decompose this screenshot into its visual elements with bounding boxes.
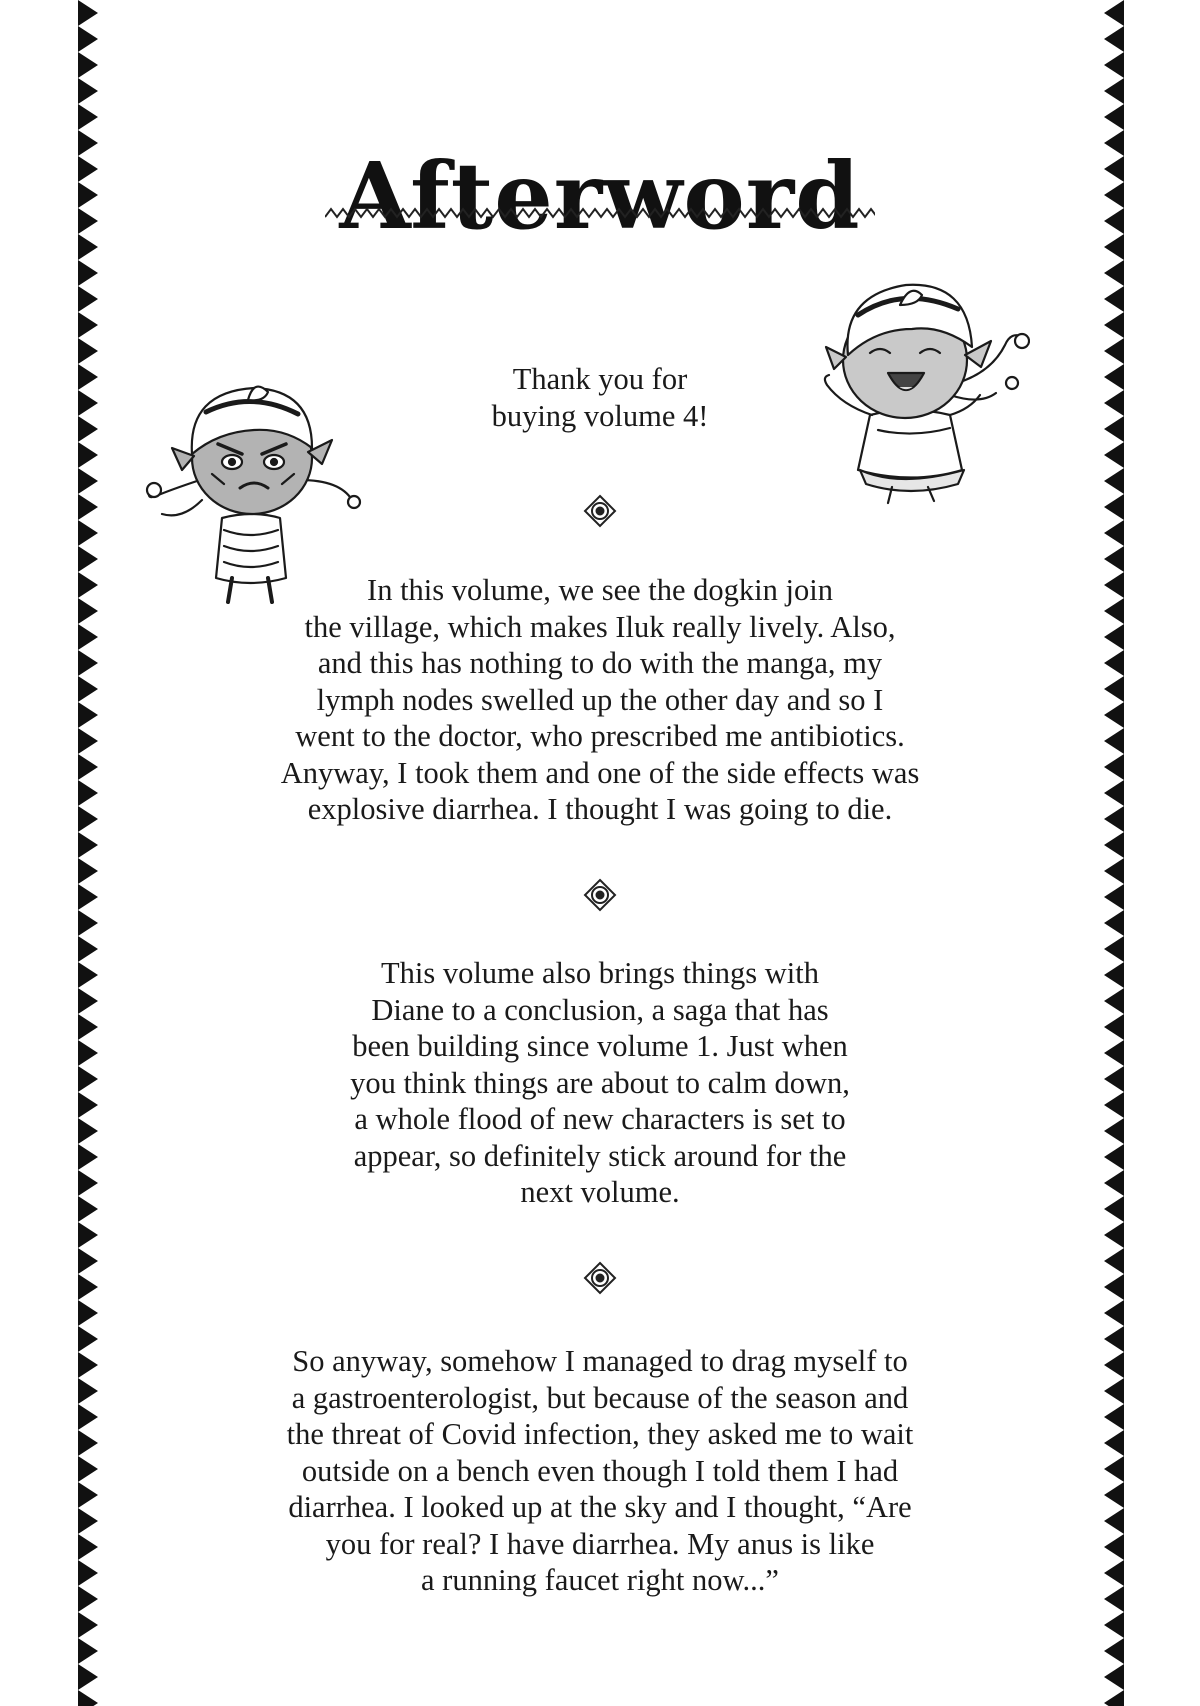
text-line: the threat of Covid infection, they asked me to wait	[286, 1417, 914, 1451]
paragraph-thanks	[200, 361, 1000, 434]
text-line: buying volume 4!	[491, 398, 709, 433]
paragraph-dogkin	[200, 572, 1000, 828]
text-line: the village, which makes Iluk really lively. Also,	[304, 609, 896, 644]
flower-ornament-icon	[583, 1261, 617, 1295]
text-line: explosive diarrhea. I thought I was going to die.	[307, 792, 893, 826]
wavy-divider	[325, 205, 875, 223]
text-line: you for real? I have diarrhea. My anus is like	[325, 1526, 875, 1561]
text-line: a gastroenterologist, but because of the season and	[291, 1380, 909, 1415]
right-zigzag-border	[1100, 0, 1124, 1706]
text-line: diarrhea. I looked up at the sky and I thought, “Are	[288, 1490, 912, 1524]
text-line: went to the doctor, who prescribed me antibiotics.	[295, 719, 905, 753]
text-line: been building since volume 1. Just when	[352, 1029, 848, 1063]
text-line: This volume also brings things with	[380, 956, 819, 990]
paragraph-gastroenterologist	[200, 1343, 1000, 1599]
text-line: appear, so definitely stick around for the	[353, 1138, 847, 1173]
page-title: Afterword	[339, 141, 861, 250]
text-line: Thank you for	[512, 362, 688, 396]
text-line: lymph nodes swelled up the other day and so I	[316, 682, 884, 717]
text-line: and this has nothing to do with the manga, my	[317, 646, 883, 680]
paragraph-diane	[200, 955, 1000, 1211]
text-line: you think things are about to calm down,	[350, 1065, 850, 1100]
text-line: Diane to a conclusion, a saga that has	[371, 992, 829, 1027]
text-line: Anyway, I took them and one of the side effects was	[280, 755, 920, 790]
left-zigzag-border	[78, 0, 102, 1706]
text-line: outside on a bench even though I told them I had	[301, 1453, 899, 1488]
text-line: a whole flood of new characters is set to	[354, 1102, 846, 1136]
text-line: next volume.	[520, 1175, 680, 1209]
text-line: In this volume, we see the dogkin join	[367, 573, 833, 607]
flower-ornament-icon	[583, 878, 617, 912]
text-line: So anyway, somehow I managed to drag myself to	[292, 1344, 908, 1378]
flower-ornament-icon	[583, 494, 617, 528]
text-line: a running faucet right now...”	[421, 1563, 779, 1597]
